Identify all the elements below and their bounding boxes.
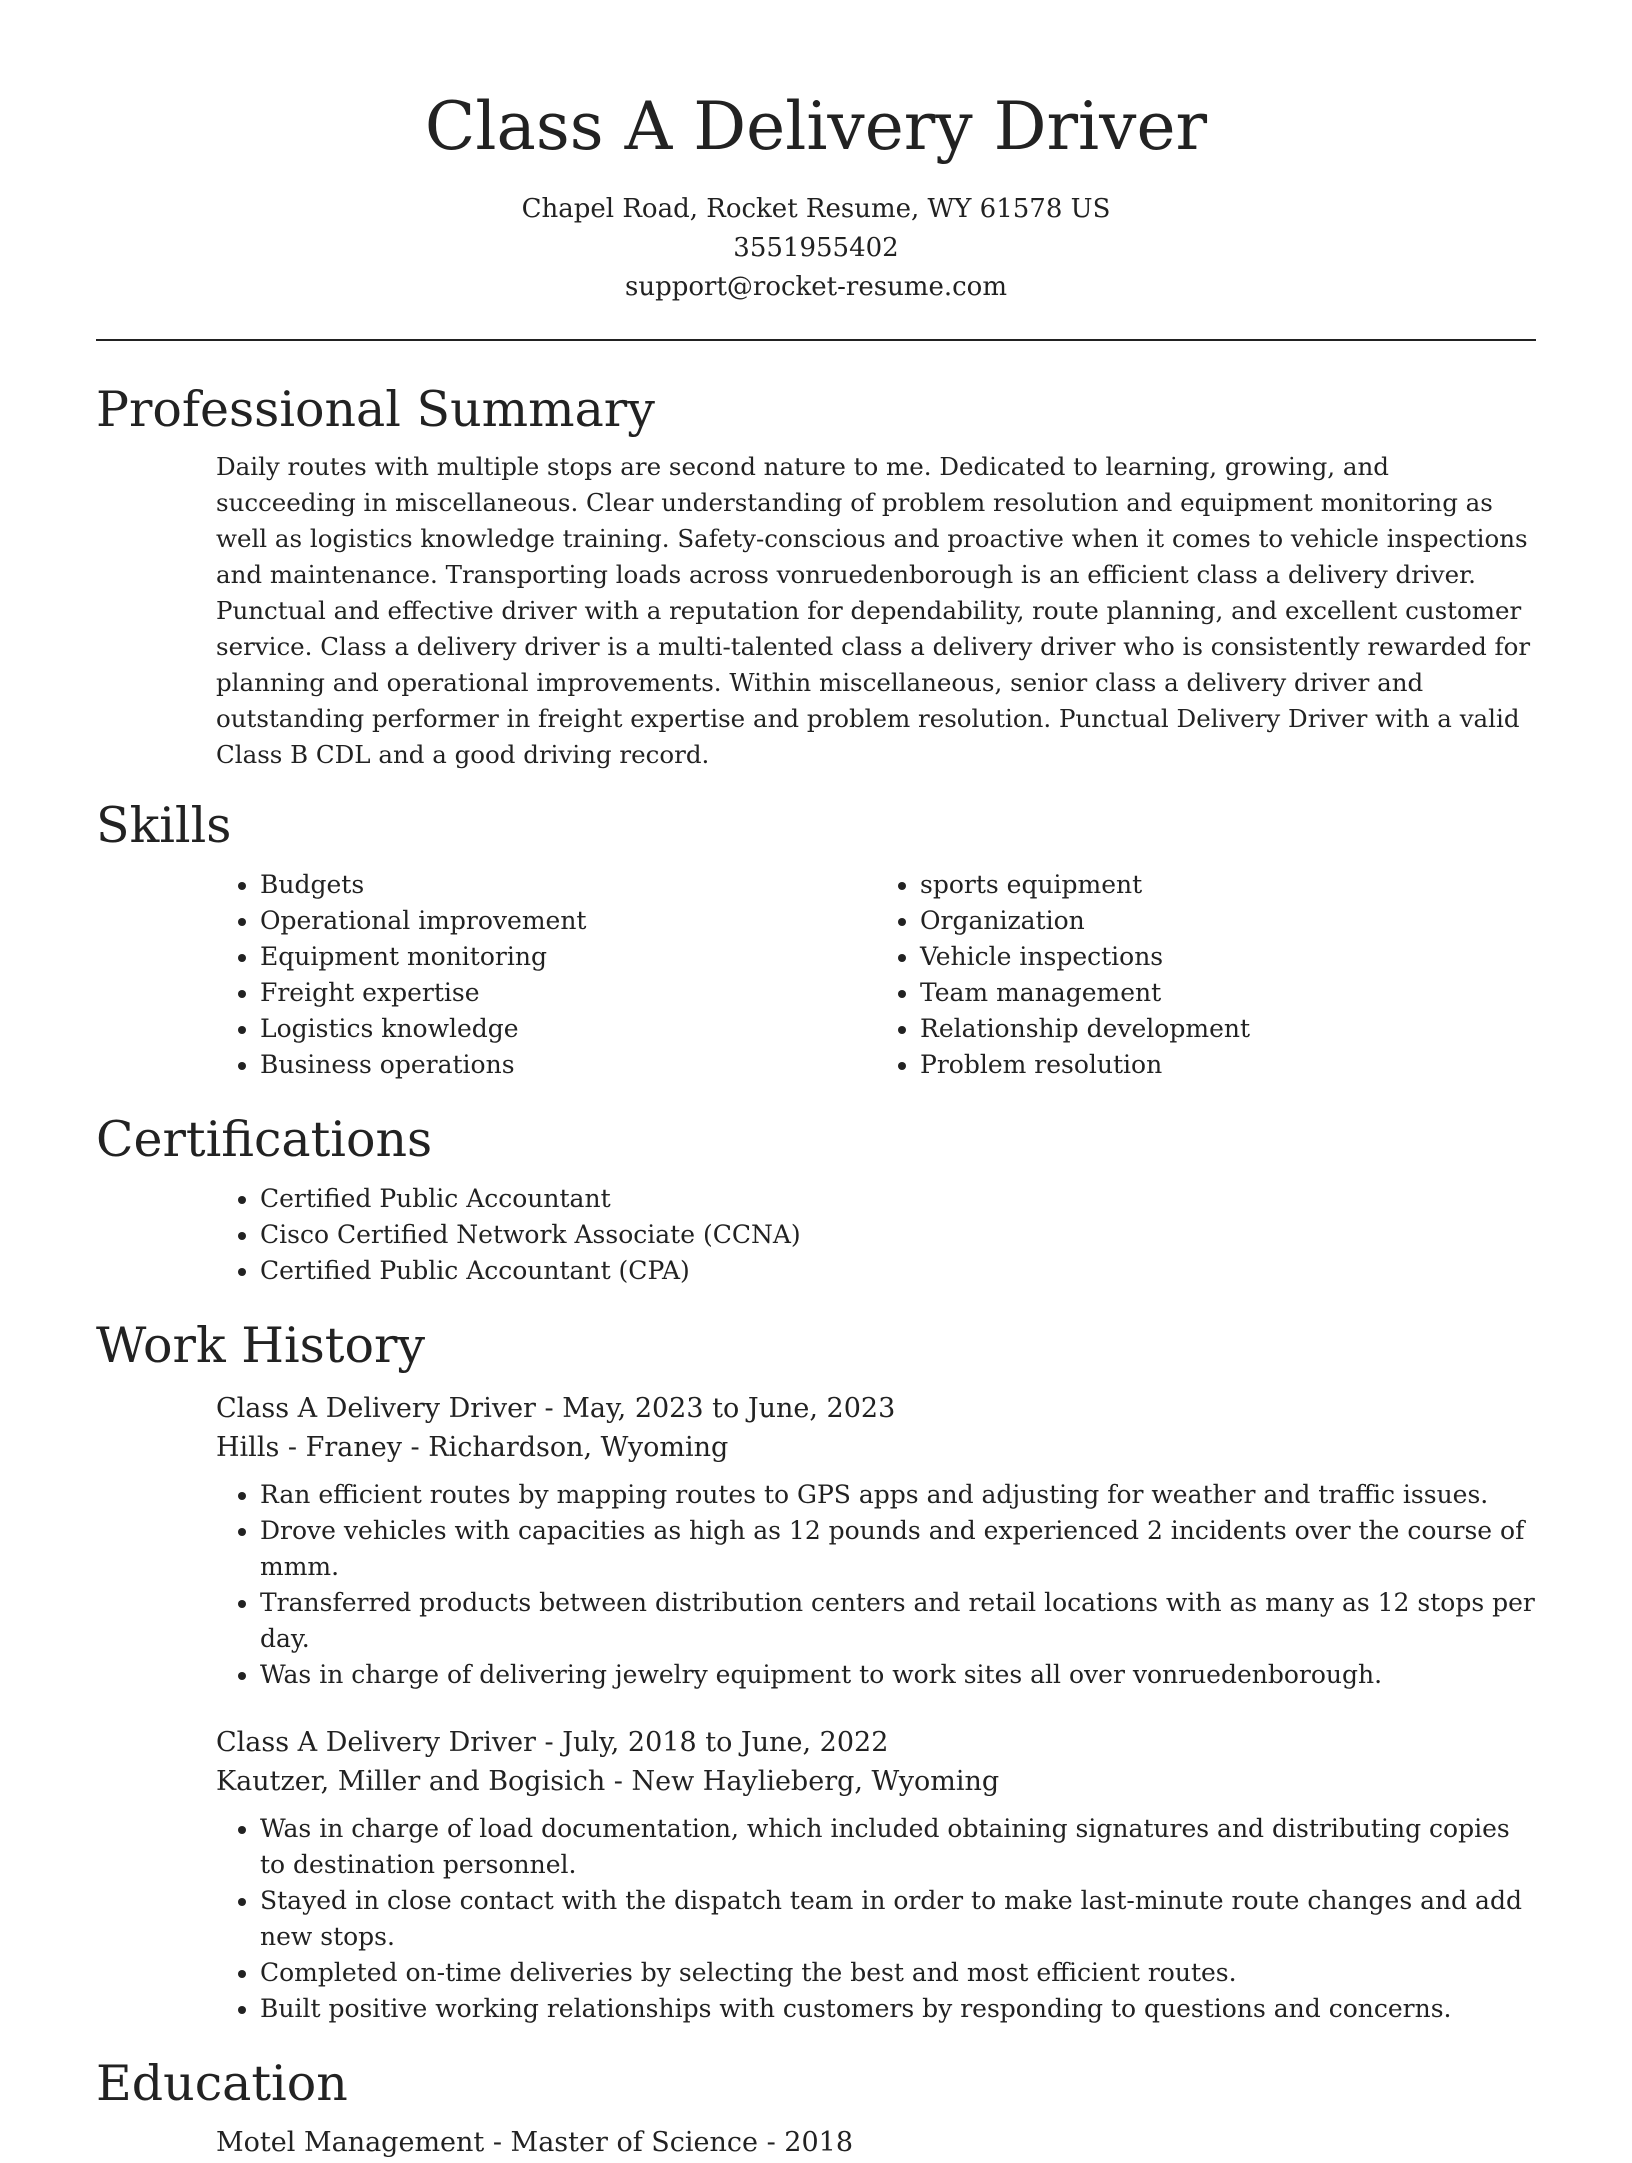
job-bullet: • Was in charge of delivering jewelry equipment to work sites all over vonruedenborough. (260, 1657, 1536, 1693)
skills-heading: Skills (96, 797, 232, 854)
job-bullet: • Stayed in close contact with the dispatch team in order to make last-minute route changes and add new stops. (260, 1883, 1536, 1955)
skill-item: • sports equipment (920, 867, 1536, 903)
candidate-name: Class A Delivery Driver (424, 88, 1208, 165)
skill-item: • Business operations (260, 1047, 876, 1083)
certification-item: • Certified Public Accountant (260, 1181, 1536, 1217)
job-entry (216, 1723, 1536, 2027)
certifications-heading: Certifications (96, 1111, 433, 1168)
skill-item: • Freight expertise (260, 975, 876, 1011)
education-heading: Education (96, 2055, 348, 2112)
skills-section (96, 795, 1536, 1083)
job-company-line: Kautzer, Miller and Bogisich - New Haylieberg, Wyoming (216, 1766, 1000, 1797)
resume-header (96, 0, 1536, 307)
summary-text: Daily routes with multiple stops are second nature to me. Dedicated to learning, growing, and succeeding in miscellaneous. Clear understanding of problem resolution and equipment monitoring as well as logistics knowledge training. Safety-conscious and proactive when it comes to vehicle inspections and maintenance. Transporting loads across vonruedenborough is an efficient class a delivery driver. Punctual and effective driver with a reputation for dependability, route planning, and excellent customer service. Class a delivery driver is a multi-talented class a delivery driver who is consistently rewarded for planning and operational improvements. Within miscellaneous, senior class a delivery driver and outstanding performer in freight expertise and problem resolution. Punctual Delivery Driver with a valid Class B CDL and a good driving record. (216, 452, 1531, 769)
contact-email: support@rocket-resume.com (624, 272, 1007, 302)
contact-phone: 3551955402 (733, 233, 899, 263)
skill-item: • Budgets (260, 867, 876, 903)
work-history-heading: Work History (96, 1317, 426, 1374)
job-bullet: • Transferred products between distribution centers and retail locations with as many as 12 stops per day. (260, 1585, 1536, 1657)
certification-item: • Certified Public Accountant (CPA) (260, 1253, 1536, 1289)
skill-item: • Equipment monitoring (260, 939, 876, 975)
skill-item: • Team management (920, 975, 1536, 1011)
job-bullet: • Drove vehicles with capacities as high as 12 pounds and experienced 2 incidents over the course of mmm. (260, 1513, 1536, 1585)
skill-item: • Organization (920, 903, 1536, 939)
job-title-line: Class A Delivery Driver - July, 2018 to June, 2022 (216, 1727, 889, 1758)
education-section (96, 2053, 1536, 2163)
summary-section (96, 379, 1536, 773)
skills-list-left (216, 867, 876, 1083)
contact-block (96, 190, 1536, 307)
work-history-section (96, 1315, 1536, 2027)
skill-item: • Problem resolution (920, 1047, 1536, 1083)
job-bullet: • Built positive working relationships with customers by responding to questions and concerns. (260, 1991, 1536, 2027)
certifications-section (96, 1109, 1536, 1289)
skills-list-right (876, 867, 1536, 1083)
contact-address: Chapel Road, Rocket Resume, WY 61578 US (521, 194, 1111, 224)
skill-item: • Relationship development (920, 1011, 1536, 1047)
job-bullet: • Was in charge of load documentation, which included obtaining signatures and distributing copies to destination personnel. (260, 1811, 1536, 1883)
skill-item: • Vehicle inspections (920, 939, 1536, 975)
job-bullet: • Ran efficient routes by mapping routes to GPS apps and adjusting for weather and traffic issues. (260, 1477, 1536, 1513)
skill-item: • Operational improvement (260, 903, 876, 939)
job-bullets (216, 1811, 1536, 2027)
header-divider (96, 339, 1536, 341)
certification-item: • Cisco Certified Network Associate (CCNA) (260, 1217, 1536, 1253)
job-bullets (216, 1477, 1536, 1693)
job-title-line: Class A Delivery Driver - May, 2023 to June, 2023 (216, 1393, 896, 1424)
summary-heading: Professional Summary (96, 381, 655, 438)
job-bullet: • Completed on-time deliveries by selecting the best and most efficient routes. (260, 1955, 1536, 1991)
skill-item: • Logistics knowledge (260, 1011, 876, 1047)
job-entry (216, 1389, 1536, 1693)
certifications-list (216, 1181, 1536, 1289)
job-company-line: Hills - Franey - Richardson, Wyoming (216, 1432, 729, 1463)
education-entry: Motel Management - Master of Science - 2018 (216, 2127, 854, 2158)
